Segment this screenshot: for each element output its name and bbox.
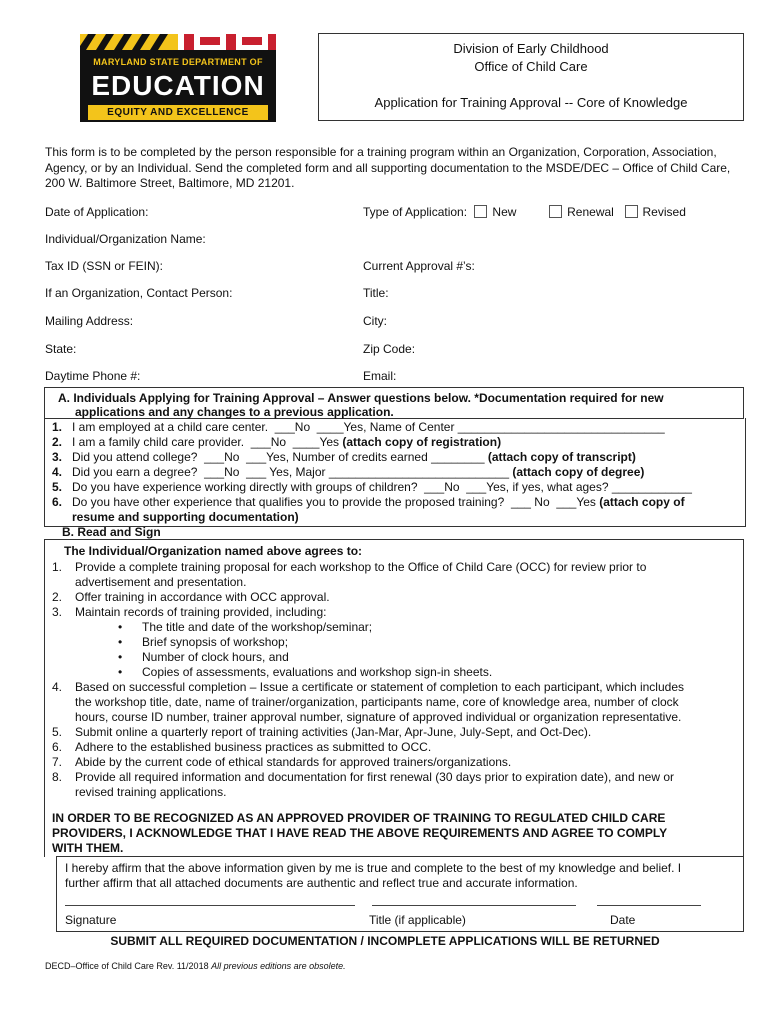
section-b-item-line (52, 755, 511, 769)
maryland-flag-graphic (80, 34, 276, 50)
item-text: Maintain records of training provided, including: (75, 605, 327, 619)
item-text: revised training applications. (75, 785, 227, 799)
item-number: 5. (52, 480, 63, 494)
office-name: Office of Child Care (474, 59, 588, 74)
item-attach-note: (attach copy of degree) (512, 465, 645, 479)
title-if-applicable-label: Title (if applicable) (369, 913, 466, 927)
section-b-item-line (52, 680, 684, 694)
signature-line[interactable] (65, 905, 355, 906)
submit-notice: SUBMIT ALL REQUIRED DOCUMENTATION / INCOMPLETE APPLICATIONS WILL BE RETURNED (110, 934, 660, 948)
item-text: Offer training in accordance with OCC approval. (75, 590, 330, 604)
bullet-icon: • (118, 665, 123, 679)
item-text: I am employed at a child care center. ___No ____Yes, Name of Center _______________________________ (72, 420, 665, 434)
item-text: Based on successful completion – Issue a certificate or statement of completion to each participant, which includes (75, 680, 684, 694)
item-number: 4. (52, 465, 63, 479)
date-line[interactable] (597, 905, 701, 906)
renewal-checkbox[interactable] (549, 205, 562, 218)
type-of-application (363, 205, 686, 219)
email-label[interactable]: Email: (363, 369, 397, 383)
item-number: 5. (52, 725, 63, 739)
affirmation-box (56, 856, 744, 932)
section-b-item-line (52, 605, 326, 619)
daytime-phone-label[interactable]: Daytime Phone #: (45, 369, 141, 383)
section-a-item[interactable] (52, 435, 501, 449)
renewal-option-label: Renewal (567, 205, 614, 219)
item-text: Abide by the current code of ethical standards for approved trainers/organizations. (75, 755, 512, 769)
contact-person-label[interactable]: If an Organization, Contact Person: (45, 286, 233, 300)
item-number: 7. (52, 755, 63, 769)
state-label[interactable]: State: (45, 342, 77, 356)
city-label[interactable]: City: (363, 314, 387, 328)
item-text: Submit online a quarterly report of training activities (Jan-Mar, Apr-June, July-Sept, and Oct-Dec). (75, 725, 592, 739)
item-number: 1. (52, 560, 63, 574)
bullet-icon: • (118, 620, 123, 634)
intro-text: This form is to be completed by the person responsible for a training program within an Organization, Corporation, Association, Agency, or by an Individual. Send the completed form and all supporting documentation to the MSDE/DEC – Office of Child Care, 200 W. Baltimore Street, Baltimore, MD 21201. (45, 145, 731, 190)
division-name: Division of Early Childhood (453, 41, 609, 56)
item-text: I am a family child care provider. ___No ____Yes (72, 435, 343, 449)
mailing-address-label[interactable]: Mailing Address: (45, 314, 134, 328)
item-text: Adhere to the established business practices as submitted to OCC. (75, 740, 432, 754)
item-number: 3. (52, 450, 63, 464)
affirmation-line-1: I hereby affirm that the above information given by me is true and complete to the best of my knowledge and belief. I (65, 861, 682, 875)
item-text: the workshop title, date, name of trainer/organization, participants name, core of knowledge area, number of clock (75, 695, 679, 709)
item-number: 4. (52, 680, 63, 694)
title-label[interactable]: Title: (363, 286, 389, 300)
tax-id-label[interactable]: Tax ID (SSN or FEIN): (45, 259, 164, 273)
affirmation-line-2: further affirm that all attached documents are authentic and reflect true and accurate information. (65, 876, 578, 890)
item-number: 3. (52, 605, 63, 619)
acknowledgement-line-3: WITH THEM. (52, 841, 124, 855)
individual-org-name-label[interactable]: Individual/Organization Name: (45, 232, 206, 246)
section-b-header: B. Read and Sign (62, 525, 161, 539)
section-a-item[interactable] (52, 465, 644, 479)
logo-tagline: EQUITY AND EXCELLENCE (88, 105, 268, 120)
bullet-item (118, 635, 288, 649)
section-b-item-line (52, 770, 674, 784)
bullet-item (118, 650, 289, 664)
item-text: Provide a complete training proposal for each workshop to the Office of Child Care (OCC) for review prior to (75, 560, 647, 574)
section-a-item[interactable] (52, 480, 692, 494)
item-attach-note: (attach copy of registration) (342, 435, 502, 449)
section-a-header-line2: applications and any changes to a previous application. (75, 405, 394, 419)
item-number: 2. (52, 435, 63, 449)
new-option-label: New (492, 205, 517, 219)
section-b-item-line (52, 740, 431, 754)
zip-code-label[interactable]: Zip Code: (363, 342, 416, 356)
msde-logo (80, 34, 276, 122)
revised-option-label: Revised (642, 205, 686, 219)
item-number: 8. (52, 770, 63, 784)
new-checkbox[interactable] (474, 205, 487, 218)
header-box (318, 33, 744, 121)
acknowledgement-line-2: PROVIDERS, I ACKNOWLEDGE THAT I HAVE READ THE ABOVE REQUIREMENTS AND AGREE TO COMPLY (52, 826, 668, 840)
section-a-header (44, 387, 744, 419)
title-line[interactable] (372, 905, 576, 906)
section-a-item[interactable] (52, 450, 636, 464)
logo-band (80, 50, 276, 122)
item-text: Did you earn a degree? ___No ___ Yes, Major ___________________________ (72, 465, 513, 479)
date-of-application-label[interactable]: Date of Application: (45, 205, 149, 219)
item-attach-note: (attach copy of (599, 495, 685, 509)
item-number: 6. (52, 740, 63, 754)
item-6-line-2: resume and supporting documentation) (72, 510, 299, 524)
item-number: 2. (52, 590, 63, 604)
signature-label: Signature (65, 913, 117, 927)
section-a-item[interactable] (52, 420, 665, 434)
type-of-application-label: Type of Application: (363, 205, 468, 219)
bullet-icon: • (118, 650, 123, 664)
bullet-text: The title and date of the workshop/seminar; (142, 620, 373, 634)
item-text: Do you have other experience that qualifies you to provide the proposed training? ___ No ___Yes (72, 495, 600, 509)
section-b-item-line (52, 710, 681, 724)
bullet-item (118, 620, 372, 634)
item-number: 6. (52, 495, 63, 509)
item-text: advertisement and presentation. (75, 575, 247, 589)
logo-dept: MARYLAND STATE DEPARTMENT OF (93, 57, 263, 67)
section-b-item-line (52, 725, 591, 739)
acknowledgement (52, 811, 667, 856)
item-attach-note: (attach copy of transcript) (487, 450, 636, 464)
acknowledgement-line-1: IN ORDER TO BE RECOGNIZED AS AN APPROVED PROVIDER OF TRAINING TO REGULATED CHILD CARE (52, 811, 666, 825)
bullet-text: Copies of assessments, evaluations and workshop sign-in sheets. (142, 665, 493, 679)
item-text: Do you have experience working directly with groups of children? ___No ___Yes, if yes, what ages? ____________ (72, 480, 692, 494)
section-b-item-line (52, 695, 679, 709)
item-text: hours, course ID number, trainer approval number, signature of approved individual or organization representative. (75, 710, 682, 724)
item-text: Provide all required information and documentation for first renewal (30 days prior to expiration date), and new or (75, 770, 674, 784)
bullet-text: Brief synopsis of workshop; (142, 635, 289, 649)
section-b-item-line (52, 785, 226, 799)
revision-italic: All previous editions are obsolete. (211, 961, 346, 971)
section-b-item-line (52, 560, 646, 574)
date-label: Date (610, 913, 636, 927)
section-b-item-line (52, 590, 330, 604)
section-a-item[interactable] (52, 495, 685, 509)
bullet-text: Number of clock hours, and (142, 650, 289, 664)
current-approval-label[interactable]: Current Approval #’s: (363, 259, 475, 273)
affirmation-text (65, 861, 681, 891)
item-number: 1. (52, 420, 63, 434)
logo-education: EDUCATION (91, 70, 265, 101)
bullet-item (118, 665, 492, 679)
item-text: Did you attend college? ___No ___Yes, Number of credits earned ________ (72, 450, 488, 464)
section-b-item-line (52, 575, 246, 589)
form-title: Application for Training Approval -- Core of Knowledge (374, 95, 688, 110)
revision-text: DECD–Office of Child Care Rev. 11/2018 (45, 961, 212, 971)
section-b-lead: The Individual/Organization named above agrees to: (64, 544, 363, 558)
bullet-icon: • (118, 635, 123, 649)
section-a-header-line1: A. Individuals Applying for Training Approval – Answer questions below. *Documentation required for new (58, 391, 664, 405)
revision-note (45, 961, 346, 971)
revised-checkbox[interactable] (625, 205, 638, 218)
